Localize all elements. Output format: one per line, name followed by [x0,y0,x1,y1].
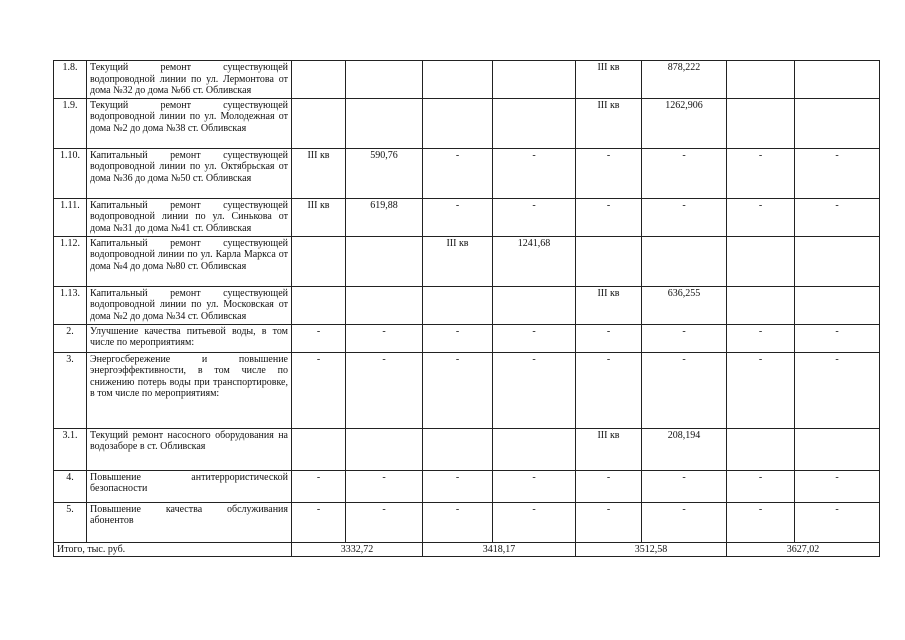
dash-cell: - [727,198,795,236]
dash-cell: - [292,324,346,352]
cell-empty [346,236,423,286]
cell-empty [727,98,795,148]
dash-cell: - [346,324,423,352]
dash-cell: - [795,352,880,428]
dash-cell: - [795,502,880,542]
dash-cell: - [642,324,727,352]
dash-cell: - [423,470,493,502]
dash-cell: - [292,352,346,428]
dash-cell: - [292,502,346,542]
cell-empty [727,286,795,324]
dash-cell: - [576,198,642,236]
cell-empty [727,61,795,99]
row-description: Текущий ремонт существующей водопроводной линии по ул. Лермонтова от дома №32 до дома №66 ст. Обливская [87,61,292,99]
row-number: 1.10. [54,148,87,198]
quarter-cell: III кв [576,286,642,324]
dash-cell: - [346,470,423,502]
cell-empty [292,61,346,99]
total-value: 3627,02 [727,542,880,557]
cell-empty [795,428,880,470]
dash-cell: - [642,148,727,198]
cell-empty [795,286,880,324]
row-description: Текущий ремонт насосного оборудования на водозаборе в ст. Обливская [87,428,292,470]
table-row [54,98,880,148]
total-label: Итого, тыс. руб. [54,542,292,557]
table-row [54,236,880,286]
value-cell: 878,222 [642,61,727,99]
table-row [54,61,880,99]
row-description: Капитальный ремонт существующей водопроводной линии по ул. Синькова от дома №31 до дома №41 ст. Обливская [87,198,292,236]
dash-cell: - [493,352,576,428]
value-cell: 208,194 [642,428,727,470]
table-row [54,324,880,352]
cell-empty [346,61,423,99]
row-description: Капитальный ремонт существующей водопроводной линии по ул. Карла Маркса от дома №4 до дома №80 ст. Обливская [87,236,292,286]
cell-empty [292,286,346,324]
dash-cell: - [493,198,576,236]
table-row [54,470,880,502]
cell-empty [292,236,346,286]
dash-cell: - [576,470,642,502]
cell-empty [727,236,795,286]
dash-cell: - [642,198,727,236]
cell-empty [423,98,493,148]
quarter-cell: III кв [576,428,642,470]
total-value: 3418,17 [423,542,576,557]
dash-cell: - [642,502,727,542]
table-row [54,502,880,542]
dash-cell: - [346,502,423,542]
value-cell: 619,88 [346,198,423,236]
row-description: Повышение качества обслуживания абонентов [87,502,292,542]
dash-cell: - [795,148,880,198]
dash-cell: - [423,148,493,198]
dash-cell: - [423,352,493,428]
value-cell: 636,255 [642,286,727,324]
row-description: Улучшение качества питьевой воды, в том числе по мероприятиям: [87,324,292,352]
dash-cell: - [576,148,642,198]
row-number: 1.11. [54,198,87,236]
row-number: 5. [54,502,87,542]
cell-empty [576,236,642,286]
dash-cell: - [493,502,576,542]
total-value: 3512,58 [576,542,727,557]
row-description: Капитальный ремонт существующей водопроводной линии по ул. Октябрьская от дома №36 до дома №50 ст. Обливская [87,148,292,198]
cell-empty [346,98,423,148]
total-row [54,542,880,557]
quarter-cell: III кв [292,148,346,198]
table-row [54,198,880,236]
dash-cell: - [493,470,576,502]
row-description: Капитальный ремонт существующей водопроводной линии по ул. Московская от дома №2 до дома №34 ст. Обливская [87,286,292,324]
cell-empty [795,236,880,286]
cell-empty [346,428,423,470]
cell-empty [642,236,727,286]
table-row [54,148,880,198]
value-cell: 1262,906 [642,98,727,148]
cell-empty [292,98,346,148]
dash-cell: - [795,470,880,502]
cell-empty [493,61,576,99]
total-value: 3332,72 [292,542,423,557]
dash-cell: - [727,324,795,352]
quarter-cell: III кв [576,61,642,99]
dash-cell: - [423,324,493,352]
table-row [54,286,880,324]
value-cell: 590,76 [346,148,423,198]
dash-cell: - [727,148,795,198]
dash-cell: - [576,352,642,428]
cell-empty [423,61,493,99]
value-cell: 1241,68 [493,236,576,286]
cell-empty [346,286,423,324]
dash-cell: - [727,470,795,502]
dash-cell: - [727,502,795,542]
dash-cell: - [423,502,493,542]
quarter-cell: III кв [292,198,346,236]
dash-cell: - [642,352,727,428]
cell-empty [795,98,880,148]
dash-cell: - [346,352,423,428]
row-number: 4. [54,470,87,502]
quarter-cell: III кв [423,236,493,286]
cell-empty [493,428,576,470]
row-number: 1.9. [54,98,87,148]
row-number: 1.12. [54,236,87,286]
cell-empty [727,428,795,470]
cell-empty [493,286,576,324]
row-description: Энергосбережение и повышение энергоэффективности, в том числе по снижению потерь воды при транспортировке, в том числе по мероприятиям: [87,352,292,428]
row-description: Повышение антитеррористической безопасности [87,470,292,502]
cell-empty [423,428,493,470]
dash-cell: - [493,148,576,198]
row-number: 3. [54,352,87,428]
row-number: 2. [54,324,87,352]
row-number: 1.13. [54,286,87,324]
dash-cell: - [493,324,576,352]
cell-empty [795,61,880,99]
dash-cell: - [423,198,493,236]
dash-cell: - [727,352,795,428]
dash-cell: - [576,324,642,352]
cell-empty [423,286,493,324]
dash-cell: - [576,502,642,542]
dash-cell: - [292,470,346,502]
row-number: 3.1. [54,428,87,470]
plan-table [53,60,880,557]
row-number: 1.8. [54,61,87,99]
dash-cell: - [642,470,727,502]
dash-cell: - [795,198,880,236]
table-row [54,428,880,470]
dash-cell: - [795,324,880,352]
cell-empty [493,98,576,148]
quarter-cell: III кв [576,98,642,148]
table-row [54,352,880,428]
row-description: Текущий ремонт существующей водопроводной линии по ул. Молодежная от дома №2 до дома №38 ст. Обливская [87,98,292,148]
cell-empty [292,428,346,470]
